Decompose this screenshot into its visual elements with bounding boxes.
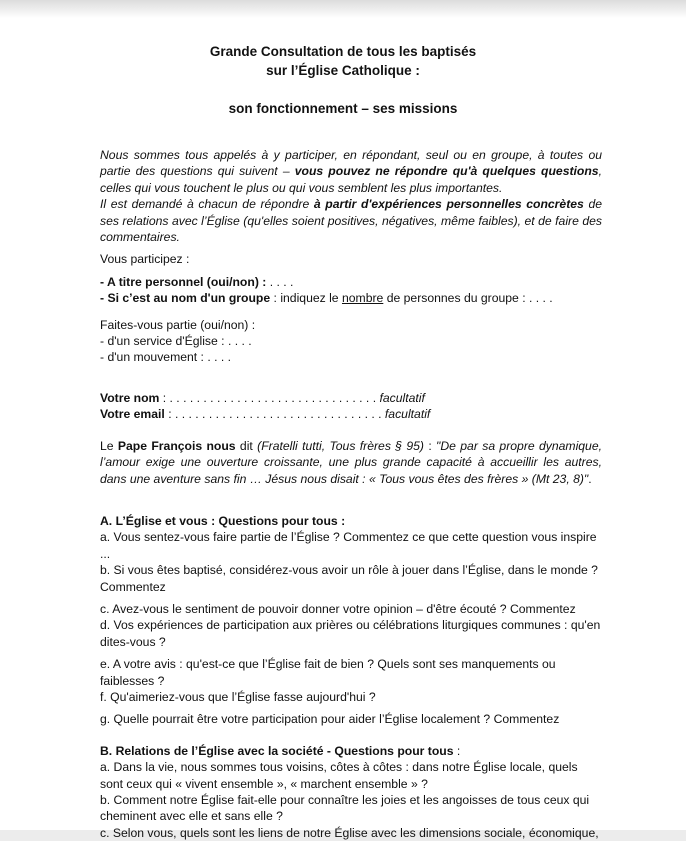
section-a-item-c: c. Avez-vous le sentiment de pouvoir donner votre opinion – d'être écouté ? Commentez xyxy=(100,601,576,616)
email-field: Votre email : . . . . . . . . . . . . . . . . . . . . . . . . . . . . . . . facultatif xyxy=(100,407,431,422)
participation-label: Vous participez : xyxy=(100,252,190,267)
section-a-item-a: a. Vous sentez-vous faire partie de l’Église ? Commentez ce que cette question vous inspire ... xyxy=(100,530,597,561)
membership-label: Faites-vous partie (oui/non) : xyxy=(100,317,256,332)
section-b-item-b: b. Comment notre Église fait-elle pour connaître les joies et les angoisses de tous ceux qui cheminent avec elle et sans elle ? xyxy=(100,793,590,824)
participation-group: - Si c’est au nom d'un groupe : indiquez le nombre de personnes du groupe : . . . . xyxy=(100,291,553,306)
doc-title-line-1: Grande Consultation de tous les baptisés xyxy=(209,44,477,59)
participation-personal: - A titre personnel (oui/non) : . . . . xyxy=(100,274,294,289)
doc-subtitle: son fonctionnement – ses missions xyxy=(228,101,458,116)
document-body xyxy=(100,147,602,841)
section-a-item-d: d. Vos expériences de participation aux prières ou célébrations liturgiques communes : qu'en dites-vous ? xyxy=(100,618,601,649)
pope-quote: Le Pape François nous dit (Fratelli tutti, Tous frères § 95) : "De par sa propre dynamique, l’amour exige une ouverture croissante, une plus grande capacité à accueillir les autres, dans une aventure sans fin … Jésus nous disait : « Tous vous êtes des frères » (Mt 23, 8)". xyxy=(100,438,602,486)
top-shadow xyxy=(0,0,686,18)
section-a-item-e: e. A votre avis : qu'est-ce que l’Église fait de bien ? Quels sont ses manquements ou faiblesses ? xyxy=(100,657,556,688)
section-b-title: B. Relations de l’Église avec la société - Questions pour tous : xyxy=(100,743,461,758)
section-b-item-a: a. Dans la vie, nous sommes tous voisins, côtes à côtes : dans notre Église locale, quels sont ceux qui « vivent ensemble », « marchent ensemble » ? xyxy=(100,760,578,791)
section-a-item-b: b. Si vous êtes baptisé, considérez-vous avoir un rôle à jouer dans l’Église, dans le monde ? Commentez xyxy=(100,563,598,594)
doc-title-line-2: sur l’Église Catholique : xyxy=(266,63,420,78)
section-a-item-g: g. Quelle pourrait être votre participation pour aider l’Église localement ? Commentez xyxy=(100,712,560,727)
name-field: Votre nom : . . . . . . . . . . . . . . . . . . . . . . . . . . . . . . . facultatif xyxy=(100,390,425,405)
membership-service: - d'un service d'Église : . . . . xyxy=(100,334,252,349)
section-a-title: A. L’Église et vous : Questions pour tous : xyxy=(100,513,346,528)
section-b-item-c: c. Selon vous, quels sont les liens de notre Église avec les dimensions sociale, économique, xyxy=(100,825,599,840)
section-a-item-f: f. Qu'aimeriez-vous que l’Église fasse aujourd'hui ? xyxy=(100,689,376,704)
intro-paragraph: Nous sommes tous appelés à y participer, en répondant, seul ou en groupe, à toutes ou partie des questions qui suivent – vous pouvez ne répondre qu'à quelques questions, celles qui vous touchent le plus ou qui vous semblent les plus importantes. Il est demandé à chacun de répondre à partir d'expériences personnelles concrètes de ses relations avec l’Église (qu'elles soient positives, négatives, même faibles), et de faire des commentaires. xyxy=(100,148,602,245)
membership-movement: - d'un mouvement : . . . . xyxy=(100,350,232,365)
